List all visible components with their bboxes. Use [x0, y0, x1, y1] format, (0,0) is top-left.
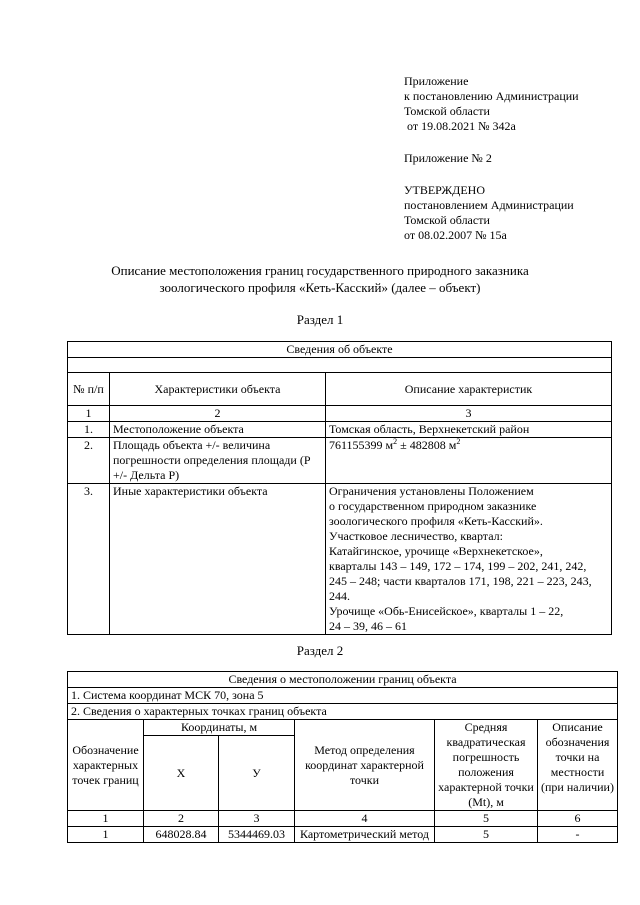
- description-line: Катайгинское, урочище «Верхнекетское»,: [329, 544, 543, 558]
- table-row: [68, 422, 612, 438]
- column-header: Характеристики объекта: [110, 373, 326, 406]
- description-line: о государственном природном заказнике: [329, 499, 537, 513]
- table-row: [68, 438, 612, 484]
- characteristic-cell: Площадь объекта +/- величина погрешности определения площади (Р +/- Дельта Р): [110, 438, 326, 484]
- description-line: 244.: [329, 589, 350, 603]
- approved-line: Томской области: [404, 213, 490, 227]
- index-cell: 5: [435, 811, 538, 827]
- x-cell: 648028.84: [144, 827, 219, 843]
- row-number: 1.: [68, 422, 110, 438]
- area-value: 761155399 м: [329, 438, 394, 452]
- column-header: Описание характеристик: [326, 373, 612, 406]
- desc-cell: -: [538, 827, 618, 843]
- boundary-table: [67, 671, 618, 843]
- annex-header: [404, 74, 604, 243]
- area-exponent: 2: [456, 437, 461, 446]
- area-error: ± 482808 м: [397, 438, 457, 452]
- y-cell: 5344469.03: [219, 827, 295, 843]
- approved-line: от 08.02.2007 № 15а: [404, 228, 507, 242]
- description-cell: Томская область, Верхнекетский район: [326, 422, 612, 438]
- row-number: 2.: [68, 438, 110, 484]
- index-cell: 3: [219, 811, 295, 827]
- index-cell: 2: [144, 811, 219, 827]
- description-line: Ограничения установлены Положением: [329, 484, 534, 498]
- section1-label: Раздел 1: [296, 312, 344, 327]
- spacer-row: [68, 358, 612, 373]
- description-line: Участковое лесничество, квартал:: [329, 529, 503, 543]
- index-cell: 4: [295, 811, 435, 827]
- column-header: Обозначение характерных точек границ: [68, 720, 144, 811]
- description-line: 245 – 248; части кварталов 171, 198, 221 – 223, 243,: [329, 574, 592, 588]
- coord-system: 1. Система координат МСК 70, зона 5: [68, 688, 618, 704]
- column-header: Описание обозначения точки на местности (при наличии): [538, 720, 618, 811]
- index-cell: 1: [68, 811, 144, 827]
- description-cell: [326, 484, 612, 635]
- area-exponent: 2: [393, 437, 398, 446]
- approved-label: УТВЕРЖДЕНО: [404, 183, 486, 197]
- characteristic-cell: Иные характеристики объекта: [110, 484, 326, 635]
- column-header: Средняя квадратическая погрешность положения характерной точки (Mt), м: [435, 720, 538, 811]
- annex-line: от 19.08.2021 № 342а: [407, 119, 516, 133]
- description-line: зоологического профиля «Кеть-Касский».: [329, 514, 543, 528]
- description-line: 24 – 39, 46 – 61: [329, 619, 407, 633]
- method-cell: Картометрический метод: [295, 827, 435, 843]
- object-info-table: [67, 341, 612, 635]
- approved-line: постановлением Администрации: [404, 198, 574, 212]
- description-line: кварталы 143 – 149, 172 – 174, 199 – 202, 241, 242,: [329, 559, 587, 573]
- table-row: [68, 484, 612, 635]
- title-line: Описание местоположения границ государственного природного заказника: [111, 263, 529, 278]
- title-line: зоологического профиля «Кеть-Касский» (далее – объект): [159, 280, 481, 295]
- index-cell: 2: [110, 406, 326, 422]
- row-number: 3.: [68, 484, 110, 635]
- column-header: У: [219, 736, 295, 811]
- error-cell: 5: [435, 827, 538, 843]
- description-cell: [326, 438, 612, 484]
- column-header: Координаты, м: [144, 720, 295, 736]
- annex-line: Томской области: [404, 104, 490, 118]
- point-cell: 1: [68, 827, 144, 843]
- points-info: 2. Сведения о характерных точках границ объекта: [68, 704, 618, 720]
- index-cell: 3: [326, 406, 612, 422]
- document-title: [60, 262, 580, 296]
- index-cell: 6: [538, 811, 618, 827]
- annex-line: Приложение: [404, 74, 469, 88]
- column-header: № п/п: [68, 373, 110, 406]
- table-title: Сведения о местоположении границ объекта: [68, 672, 618, 688]
- table-title: Сведения об объекте: [68, 342, 612, 358]
- annex-line: к постановлению Администрации: [404, 89, 579, 103]
- section2-label: Раздел 2: [296, 643, 344, 658]
- column-header: X: [144, 736, 219, 811]
- column-header: Метод определения координат характерной точки: [295, 720, 435, 811]
- annex-number: Приложение № 2: [404, 151, 492, 165]
- index-cell: 1: [68, 406, 110, 422]
- table-row: [68, 827, 618, 843]
- characteristic-cell: Местоположение объекта: [110, 422, 326, 438]
- description-line: Урочище «Обь-Енисейское», кварталы 1 – 22,: [329, 604, 564, 618]
